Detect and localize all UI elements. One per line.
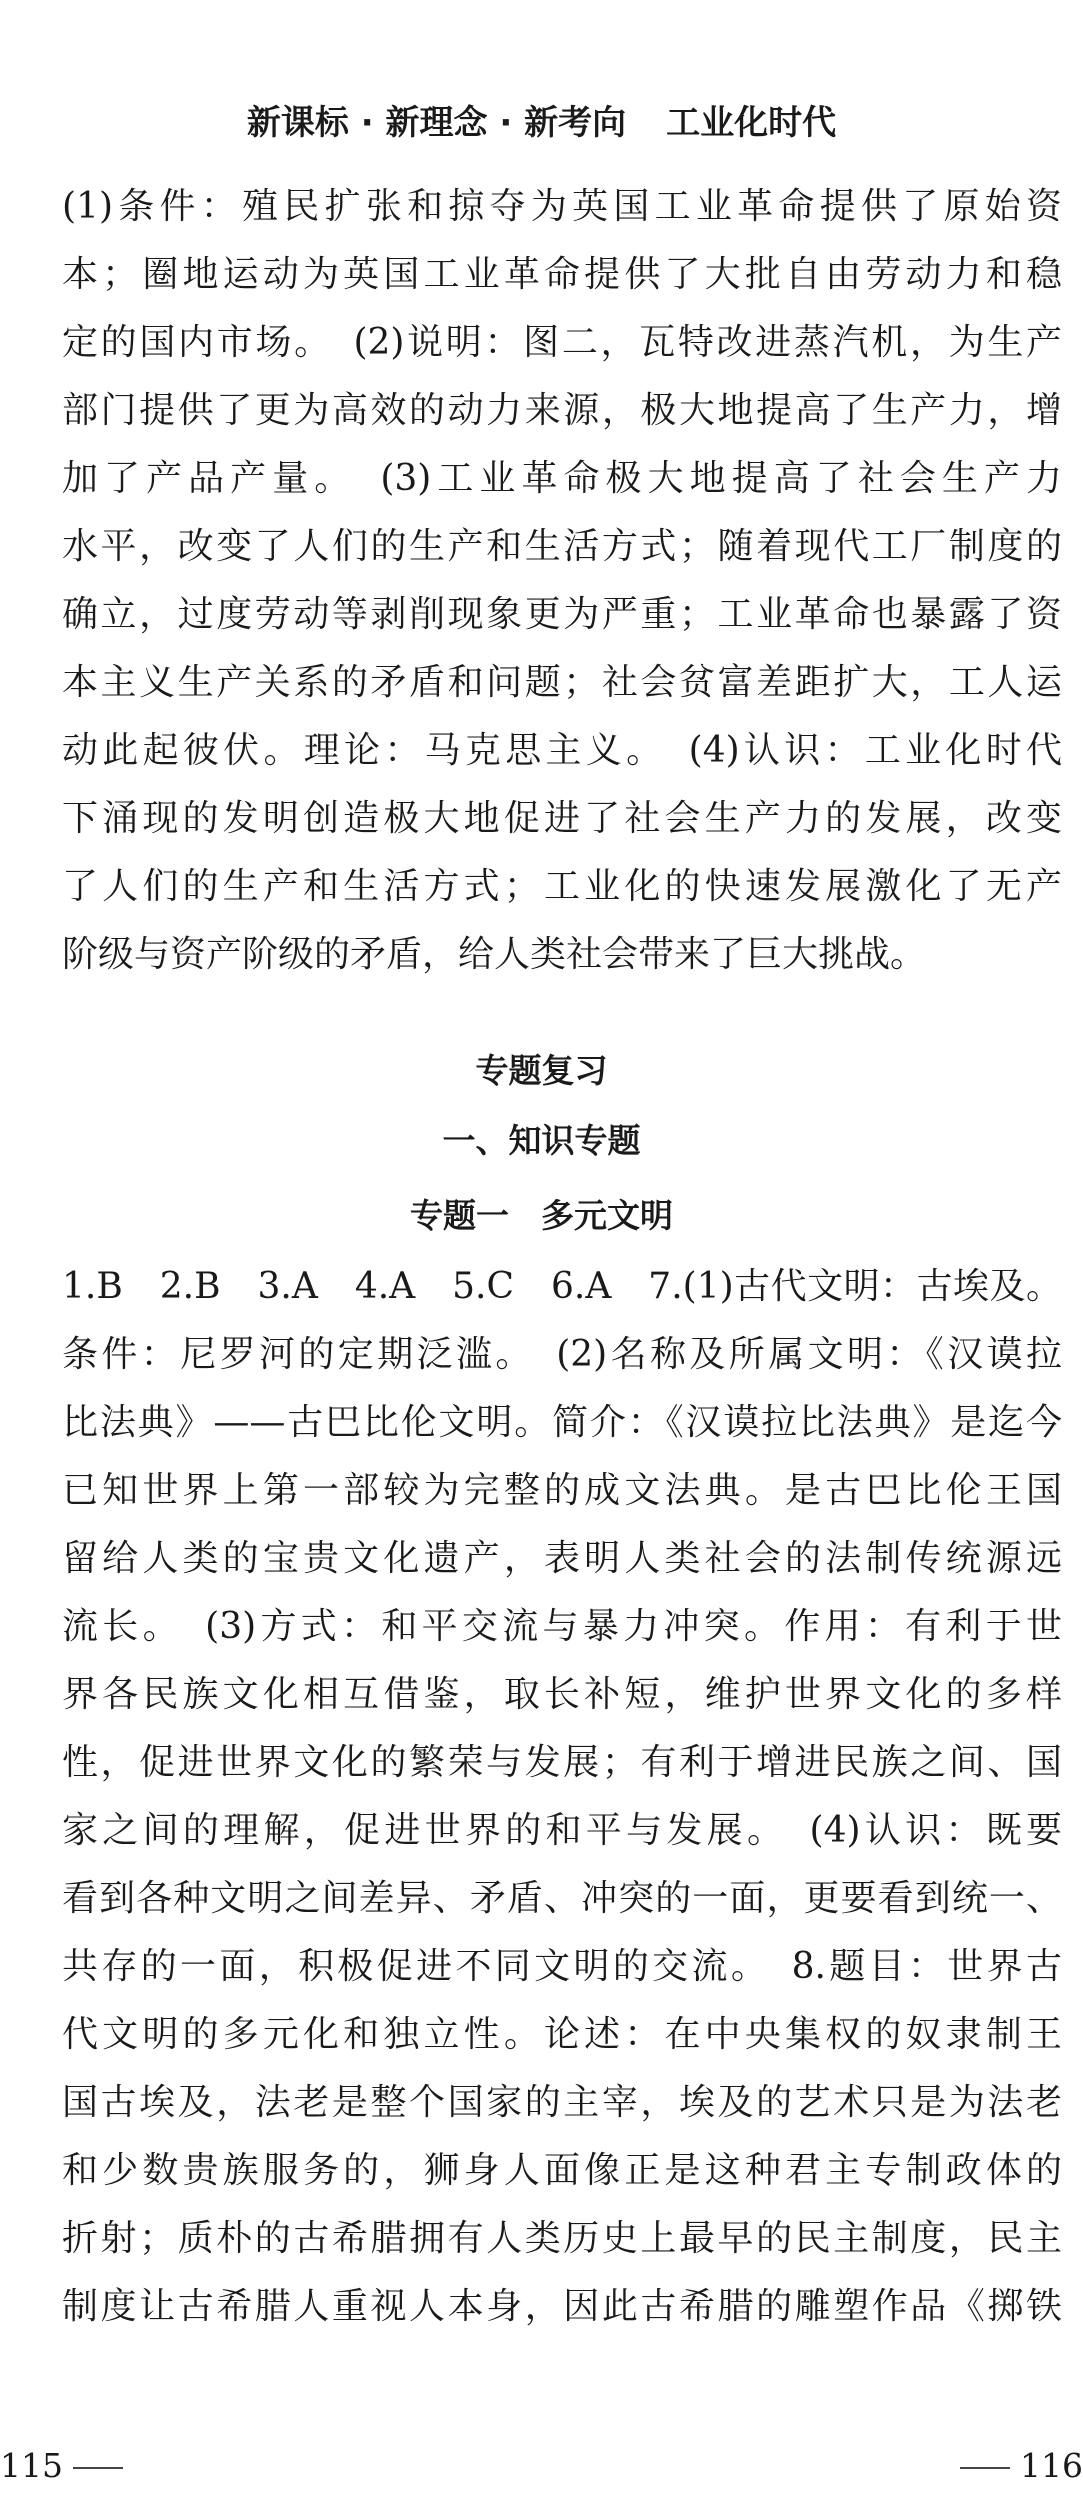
text-line: 下涌现的发明创造极大地促进了社会生产力的发展，改变 xyxy=(62,798,1062,839)
page-number-right-value: 116 xyxy=(1020,2446,1083,2485)
text-line: 加了产品产量。 (3)工业革命极大地提高了社会生产力 xyxy=(62,458,1062,499)
series-slogan: 新课标 · 新理念 · 新考向 xyxy=(246,103,627,143)
text-line: 折射；质朴的古希腊拥有人类历史上最早的民主制度，民主 xyxy=(62,2218,1062,2259)
text-line: 看到各种文明之间差异、矛盾、冲突的一面，更要看到统一、 xyxy=(62,1878,1062,1919)
text-line: 国古埃及，法老是整个国家的主宰，埃及的艺术只是为法老 xyxy=(62,2082,1062,2123)
text-line: 1.B 2.B 3.A 4.A 5.C 6.A 7.(1)古代文明：古埃及。 xyxy=(62,1266,1062,1307)
text-line: 已知世界上第一部较为完整的成文法典。是古巴比伦王国 xyxy=(62,1470,1062,1511)
text-line: 界各民族文化相互借鉴，取长补短，维护世界文化的多样 xyxy=(62,1674,1062,1715)
text-line: 和少数贵族服务的，狮身人面像正是这种君主专制政体的 xyxy=(62,2150,1062,2191)
text-line: 部门提供了更为高效的动力来源，极大地提高了生产力，增 xyxy=(62,390,1062,431)
text-line: 制度让古希腊人重视人本身，因此古希腊的雕塑作品《掷铁 xyxy=(62,2286,1062,2327)
page-number-right xyxy=(950,2446,1083,2485)
topic-name: 多元文明 xyxy=(541,1196,673,1235)
text-line: 共存的一面，积极促进不同文明的交流。 8.题目：世界古 xyxy=(62,1946,1062,1987)
section-title: 一、知识专题 xyxy=(442,1121,641,1160)
folio-rule xyxy=(960,2467,1010,2469)
text-line: 水平，改变了人们的生产和生活方式；随着现代工厂制度的 xyxy=(62,526,1062,567)
text-line: 留给人类的宝贵文化遗产，表明人类社会的法制传统源远 xyxy=(62,1538,1062,1579)
text-line: 条件：尼罗河的定期泛滥。 (2)名称及所属文明：《汉谟拉 xyxy=(62,1334,1062,1375)
text-line: 动此起彼伏。理论：马克思主义。 (4)认识：工业化时代 xyxy=(62,730,1062,771)
text-line: 家之间的理解，促进世界的和平与发展。 (4)认识：既要 xyxy=(62,1810,1062,1851)
text-line: (1)条件：殖民扩张和掠夺为英国工业革命提供了原始资 xyxy=(62,186,1062,227)
page-number-left xyxy=(0,2446,133,2485)
running-header xyxy=(0,95,1083,144)
text-line: 性，促进世界文化的繁荣与发展；有利于增进民族之间、国 xyxy=(62,1742,1062,1783)
topic-title xyxy=(0,1190,1083,1237)
text-line: 阶级与资产阶级的矛盾，给人类社会带来了巨大挑战。 xyxy=(62,934,927,975)
text-line: 确立，过度劳动等剥削现象更为严重；工业革命也暴露了资 xyxy=(62,594,1062,635)
text-line: 定的国内市场。 (2)说明：图二，瓦特改进蒸汽机，为生产 xyxy=(62,322,1062,363)
text-line: 比法典》——古巴比伦文明。简介：《汉谟拉比法典》是迄今 xyxy=(62,1402,1062,1443)
folio-rule xyxy=(73,2467,123,2469)
review-title: 专题复习 xyxy=(475,1051,608,1090)
page-number-left-value: 115 xyxy=(0,2446,63,2485)
text-line: 本；圈地运动为英国工业革命提供了大批自由劳动力和稳 xyxy=(62,254,1062,295)
topic-number: 专题一 xyxy=(410,1196,509,1235)
chapter-title: 工业化时代 xyxy=(666,103,837,143)
text-line: 本主义生产关系的矛盾和问题；社会贫富差距扩大，工人运 xyxy=(62,662,1062,703)
text-line: 流长。 (3)方式：和平交流与暴力冲突。作用：有利于世 xyxy=(62,1606,1062,1647)
text-line: 了人们的生产和生活方式；工业化的快速发展激化了无产 xyxy=(62,866,1062,907)
text-line: 代文明的多元化和独立性。论述：在中央集权的奴隶制王 xyxy=(62,2014,1062,2055)
